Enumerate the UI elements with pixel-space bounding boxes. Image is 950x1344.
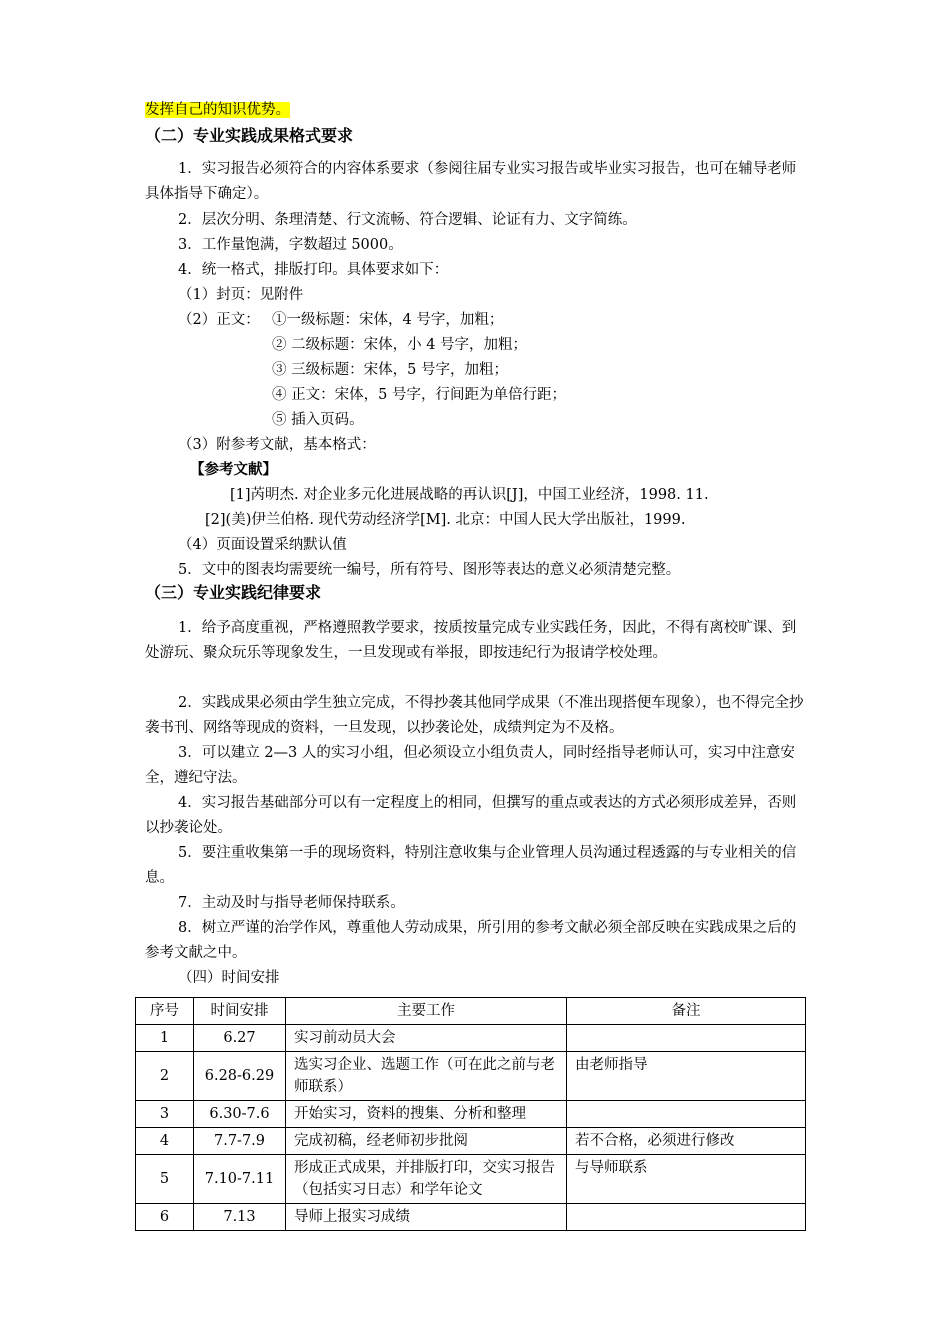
cell-note xyxy=(567,1204,806,1231)
body-style-item: ③ 三级标题：宋体，5 号字，加粗； xyxy=(272,362,508,378)
section-heading-schedule: （四）时间安排 xyxy=(178,970,280,986)
format-sub-1: （1）封页：见附件 xyxy=(178,287,304,303)
column-header: 序号 xyxy=(136,998,194,1025)
cell-time: 6.27 xyxy=(194,1025,286,1052)
cell-no: 6 xyxy=(136,1204,194,1231)
cell-note: 由老师指导 xyxy=(567,1052,806,1101)
discipline-item: 3．可以建立 2—3 人的实习小组，但必须设立小组负责人，同时经指导老师认可，实习中注意安全，遵纪守法。 xyxy=(145,745,795,786)
cell-work: 实习前动员大会 xyxy=(286,1025,567,1052)
table-row xyxy=(136,1052,806,1101)
format-item-5: 5．文中的图表均需要统一编号，所有符号、图形等表达的意义必须清楚完整。 xyxy=(178,562,681,578)
body-style-item: ⑤ 插入页码。 xyxy=(272,412,364,428)
cell-work: 形成正式成果，并排版打印，交实习报告（包括实习日志）和学年论文 xyxy=(286,1155,567,1204)
schedule-table xyxy=(135,997,806,1231)
format-sub-3: （3）附参考文献，基本格式： xyxy=(178,437,376,453)
cell-no: 3 xyxy=(136,1101,194,1128)
discipline-item: 2．实践成果必须由学生独立完成，不得抄袭其他同学成果（不准出现搭便车现象），也不得完全抄袭书刊、网络等现成的资料，一旦发现，以抄袭论处，成绩判定为不及格。 xyxy=(145,695,804,736)
cell-work: 完成初稿，经老师初步批阅 xyxy=(286,1128,567,1155)
body-style-item: ①一级标题：宋体，4 号字，加粗； xyxy=(272,312,504,328)
references-label: 【参考文献】 xyxy=(190,462,277,478)
section-heading-discipline: （三）专业实践纪律要求 xyxy=(145,583,322,602)
cell-time: 7.7-7.9 xyxy=(194,1128,286,1155)
cell-work: 导师上报实习成绩 xyxy=(286,1204,567,1231)
body-style-item: ② 二级标题：宋体，小 4 号字，加粗； xyxy=(272,337,528,353)
intro-fragment xyxy=(145,100,290,120)
reference-entry: [1]芮明杰. 对企业多元化进展战略的再认识[J]，中国工业经济，1998. 11. xyxy=(230,487,709,503)
column-header: 备注 xyxy=(567,998,806,1025)
cell-time: 7.13 xyxy=(194,1204,286,1231)
table-row xyxy=(136,1025,806,1052)
format-sub-2-prefix: （2）正文： xyxy=(178,312,260,328)
cell-time: 6.30-7.6 xyxy=(194,1101,286,1128)
cell-work: 开始实习，资料的搜集、分析和整理 xyxy=(286,1101,567,1128)
cell-time: 7.10-7.11 xyxy=(194,1155,286,1204)
discipline-item: 8．树立严谨的治学作风，尊重他人劳动成果，所引用的参考文献必须全部反映在实践成果之后的参考文献之中。 xyxy=(145,920,797,961)
cell-work: 选实习企业、选题工作（可在此之前与老师联系） xyxy=(286,1052,567,1101)
highlighted-text: 发挥自己的知识优势。 xyxy=(145,102,290,118)
format-item-4: 4．统一格式，排版打印。具体要求如下： xyxy=(178,262,449,278)
column-header: 主要工作 xyxy=(286,998,567,1025)
cell-note: 若不合格，必须进行修改 xyxy=(567,1128,806,1155)
table-row xyxy=(136,1155,806,1204)
format-item-3: 3．工作量饱满，字数超过 5000。 xyxy=(178,237,403,253)
table-row xyxy=(136,1101,806,1128)
cell-note xyxy=(567,1101,806,1128)
cell-note: 与导师联系 xyxy=(567,1155,806,1204)
section-heading-format: （二）专业实践成果格式要求 xyxy=(145,126,354,145)
table-row xyxy=(136,1204,806,1231)
discipline-item: 4．实习报告基础部分可以有一定程度上的相同，但撰写的重点或表达的方式必须形成差异，否则以抄袭论处。 xyxy=(145,795,797,836)
format-sub-4: （4）页面设置采纳默认值 xyxy=(178,537,347,553)
cell-time: 6.28-6.29 xyxy=(194,1052,286,1101)
cell-note xyxy=(567,1025,806,1052)
discipline-item: 1．给予高度重视，严格遵照教学要求，按质按量完成专业实践任务，因此，不得有离校旷课、到处游玩、聚众玩乐等现象发生，一旦发现或有举报，即按违纪行为报请学校处理。 xyxy=(145,620,797,661)
column-header: 时间安排 xyxy=(194,998,286,1025)
reference-entry: [2](美)伊兰伯格. 现代劳动经济学[M]. 北京：中国人民大学出版社，1999. xyxy=(205,512,686,528)
cell-no: 4 xyxy=(136,1128,194,1155)
body-style-item: ④ 正文：宋体，5 号字，行间距为单倍行距； xyxy=(272,387,566,403)
table-row xyxy=(136,1128,806,1155)
format-item-2: 2．层次分明、条理清楚、行文流畅、符合逻辑、论证有力、文字简练。 xyxy=(178,212,637,228)
table-header-row xyxy=(136,998,806,1025)
cell-no: 5 xyxy=(136,1155,194,1204)
cell-no: 1 xyxy=(136,1025,194,1052)
format-item-1: 1．实习报告必须符合的内容体系要求（参阅往届专业实习报告或毕业实习报告，也可在辅导老师具体指导下确定）。 xyxy=(145,161,797,202)
discipline-item: 7．主动及时与指导老师保持联系。 xyxy=(178,895,405,911)
discipline-item: 5．要注重收集第一手的现场资料，特别注意收集与企业管理人员沟通过程透露的与专业相关的信息。 xyxy=(145,845,797,886)
cell-no: 2 xyxy=(136,1052,194,1101)
